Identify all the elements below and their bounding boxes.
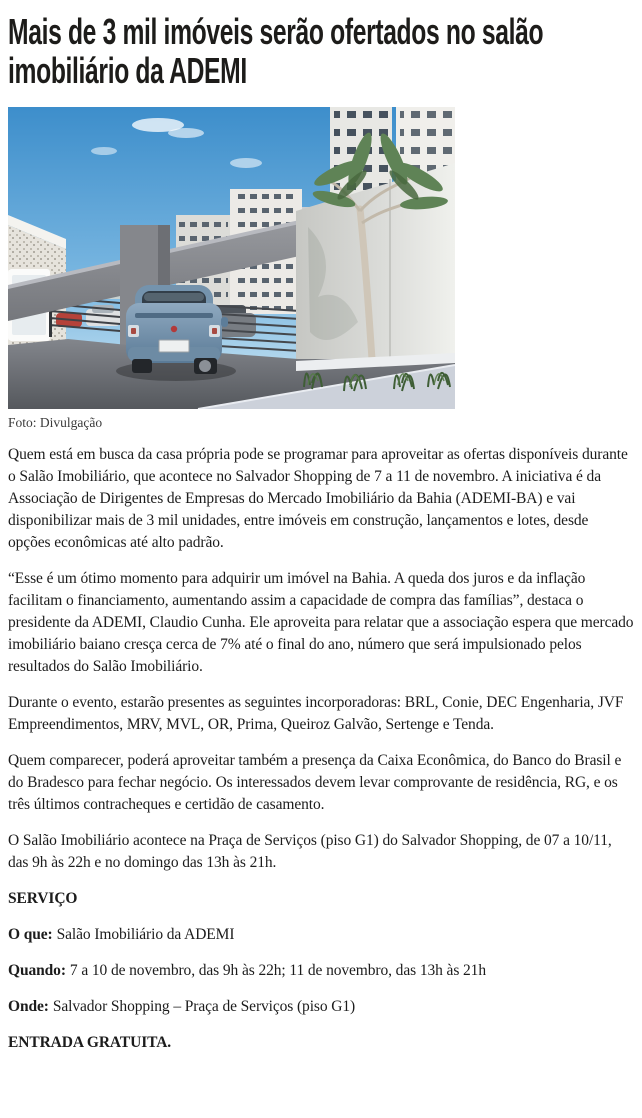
bottom-whitespace (8, 1068, 634, 1118)
service-item-what (8, 924, 634, 946)
paragraph-bancos: Quem comparecer, poderá aproveitar também a presença da Caixa Econômica, do Banco do Brasil e do Bradesco para fechar negócio. Os interessados devem levar comprovante de residência, RG, e os três últimos contracheques e certidão de casamento. (8, 752, 622, 813)
service-item-what-value: Salão Imobiliário da ADEMI (56, 926, 235, 943)
free-entry-note: ENTRADA GRATUITA. (8, 1034, 172, 1051)
service-heading: SERVIÇO (8, 890, 78, 907)
article-figure (8, 107, 634, 432)
service-item-when-label: Quando: (8, 962, 66, 979)
article-photo (8, 107, 455, 409)
service-item-where-label: Onde: (8, 998, 49, 1015)
service-item-when (8, 960, 634, 982)
paragraph-quote: “Esse é um ótimo momento para adquirir um imóvel na Bahia. A queda dos juros e da inflação facilitam o financiamento, aumentando assim a capacidade de compra das famílias”, destaca o presidente da ADEMI, Claudio Cunha. Ele aproveita para relatar que a associação espera que mercado imobiliário baiano cresça cerca de 7% até o final do ano, número que será impulsionado pelos resultados do Salão Imobiliário. (8, 570, 634, 675)
paragraph-incorporadoras: Durante o evento, estarão presentes as seguintes incorporadoras: BRL, Conie, DEC Engenharia, JVF Empreendimentos, MRV, MVL, OR, Prima, Queiroz Galvão, Sertenge e Tenda. (8, 694, 624, 733)
service-item-where (8, 996, 634, 1018)
service-item-when-value: 7 a 10 de novembro, das 9h às 22h; 11 de novembro, das 13h às 21h (69, 962, 486, 979)
paragraph-intro: Quem está em busca da casa própria pode se programar para aproveitar as ofertas disponíveis durante o Salão Imobiliário, que acontece no Salvador Shopping de 7 a 11 de novembro. A iniciativa é da Associação de Dirigentes de Empresas do Mercado Imobiliário da Bahia (ADEMI-BA) e vai disponibilizar mais de 3 mil unidades, entre imóveis em construção, lançamentos e lotes, desde opções econômicas até alto padrão. (8, 446, 628, 551)
service-item-what-label: O que: (8, 926, 53, 943)
article-page (0, 12, 642, 1118)
service-item-where-value: Salvador Shopping – Praça de Serviços (piso G1) (52, 998, 356, 1015)
paragraph-local: O Salão Imobiliário acontece na Praça de Serviços (piso G1) do Salvador Shopping, de 07 a 10/11, das 9h às 22h e no domingo das 13h às 21h. (8, 832, 612, 871)
photo-caption: Foto: Divulgação (8, 415, 103, 430)
article-title: Mais de 3 mil imóveis serão ofertados no salão imobiliário da ADEMI (8, 11, 544, 91)
